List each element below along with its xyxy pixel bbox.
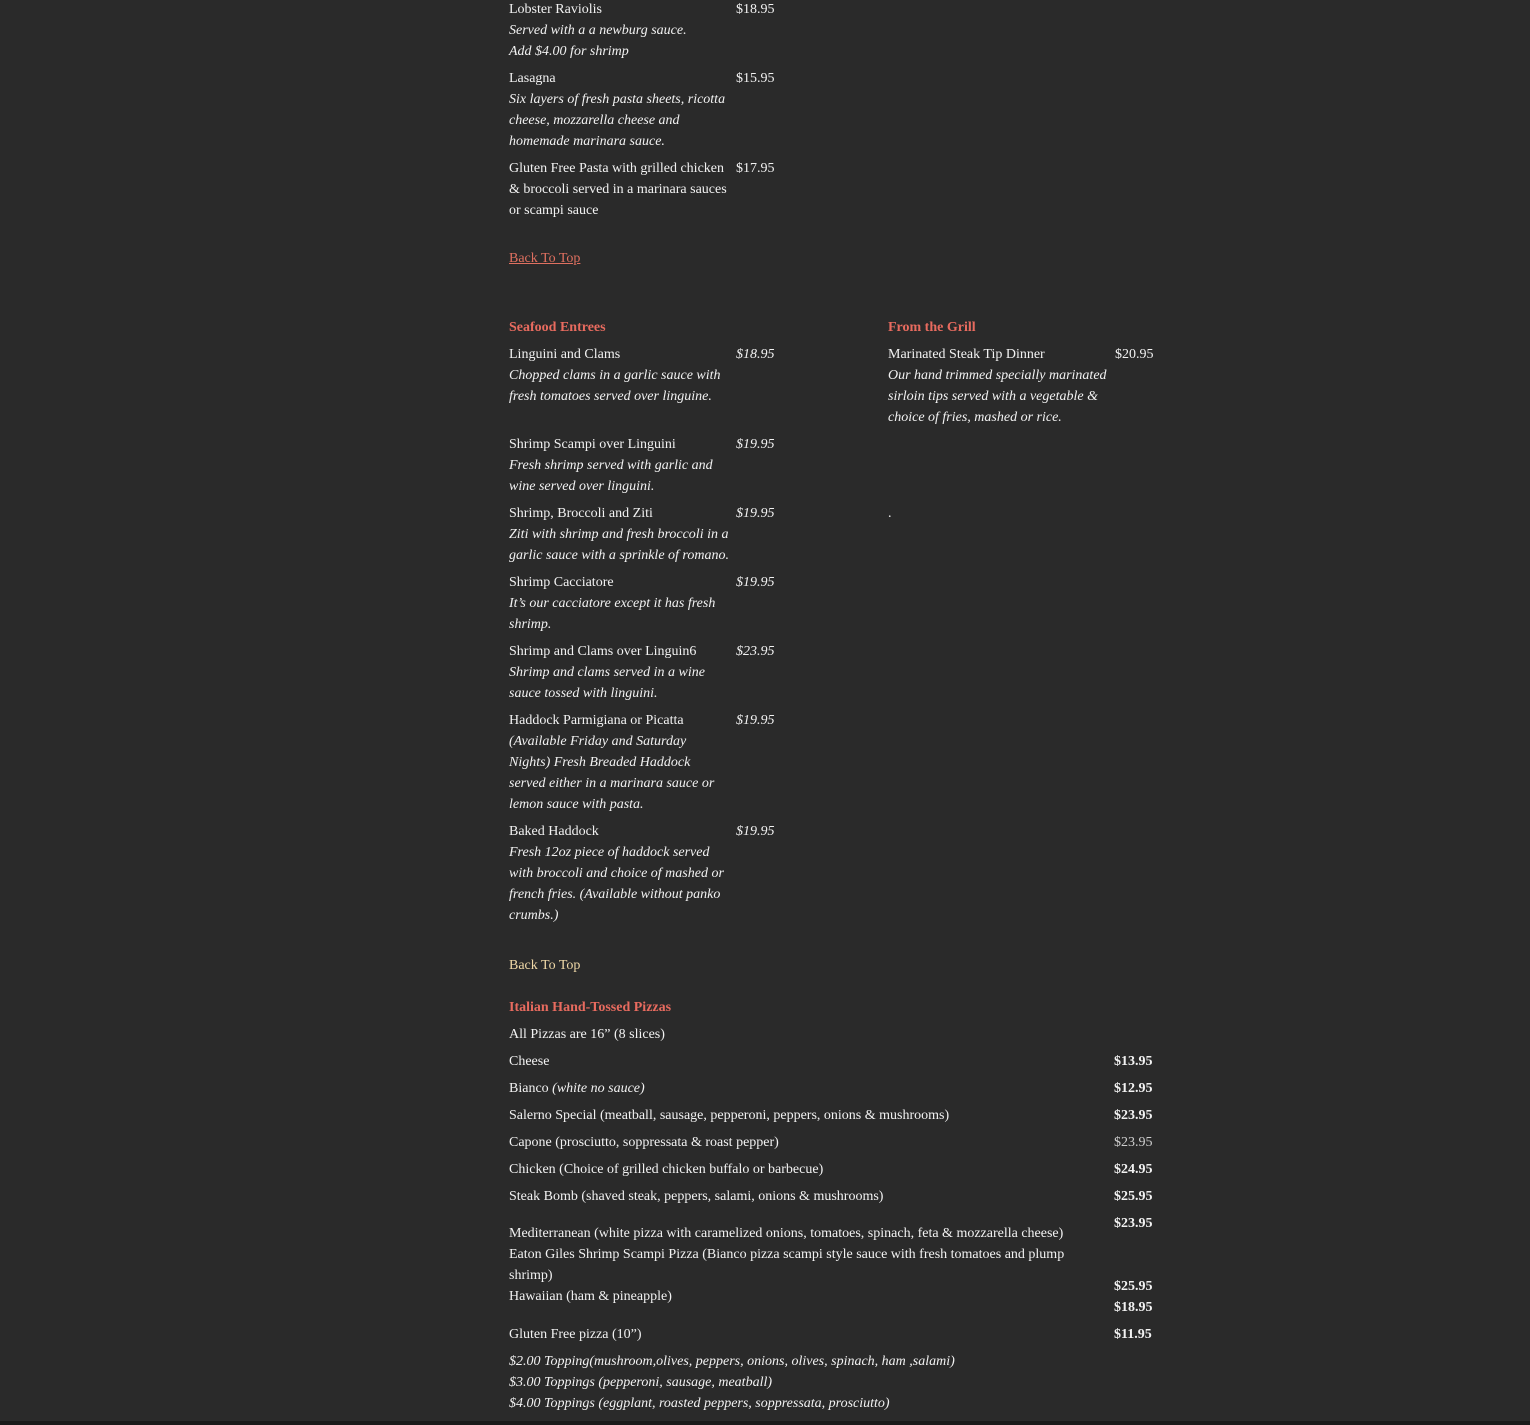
item-name: Lasagna — [509, 71, 556, 86]
item-description: Ziti with shrimp and fresh broccoli in a garlic sauce with a sprinkle of romano. — [509, 527, 729, 563]
menu-item-linguini-clams — [509, 344, 731, 407]
item-extra: Add $4.00 for shrimp — [509, 44, 629, 59]
menu-item-baked-haddock — [509, 821, 727, 926]
pizza-price: $13.95 — [1114, 1054, 1153, 1069]
item-name: Gluten Free Pasta with grilled chicken & broccoli served in a marinara sauces or scampi sauce — [509, 161, 727, 218]
pizza-cheese: Cheese — [509, 1054, 550, 1069]
pizza-size-note: All Pizzas are 16” (8 slices) — [509, 1027, 665, 1042]
section-heading-pizza: Italian Hand-Tossed Pizzas — [509, 1000, 672, 1015]
menu-item-shrimp-cacciatore — [509, 572, 731, 635]
page-bottom-divider — [0, 1421, 1530, 1425]
item-description: Our hand trimmed specially marinated sirloin tips served with a vegetable & choice of fries, mashed or rice. — [888, 368, 1107, 425]
pizza-name: Bianco — [509, 1081, 553, 1096]
section-heading-seafood: Seafood Entrees — [509, 320, 606, 335]
pizza-mediterranean: Mediterranean (white pizza with caramelized onions, tomatoes, spinach, feta & mozzarella cheese) — [509, 1226, 1064, 1241]
pizza-chicken: Chicken (Choice of grilled chicken buffalo or barbecue) — [509, 1162, 824, 1177]
item-description: Fresh 12oz piece of haddock served with broccoli and choice of mashed or french fries. (Available without panko crumbs.) — [509, 845, 724, 923]
item-name: Linguini and Clams — [509, 347, 621, 362]
back-to-top-link[interactable]: Back To Top — [509, 251, 581, 266]
item-description: Six layers of fresh pasta sheets, ricotta cheese, mozzarella cheese and homemade marinara sauce. — [509, 92, 726, 149]
item-price: $19.95 — [736, 824, 775, 839]
grill-dot: . — [888, 506, 892, 521]
item-name: Lobster Raviolis — [509, 2, 602, 17]
pizza-note: (white no sauce) — [552, 1081, 645, 1096]
topping-price-line: $2.00 Topping(mushroom,olives, peppers, onions, olives, spinach, ham ,salami) — [509, 1354, 955, 1369]
pizza-steak-bomb: Steak Bomb (shaved steak, peppers, salami, onions & mushrooms) — [509, 1189, 884, 1204]
pizza-hawaiian: Hawaiian (ham & pineapple) — [509, 1289, 672, 1304]
item-description: Shrimp and clams served in a wine sauce tossed with linguini. — [509, 665, 705, 701]
pizza-price: $23.95 — [1114, 1216, 1153, 1231]
menu-item-shrimp-broccoli-ziti — [509, 503, 731, 566]
item-description: Chopped clams in a garlic sauce with fresh tomatoes served over linguine. — [509, 368, 721, 404]
pizza-price: $23.95 — [1114, 1135, 1153, 1150]
item-description: Served with a a newburg sauce. — [509, 23, 687, 38]
item-description: It’s our cacciatore except it has fresh shrimp. — [509, 596, 716, 632]
menu-item-steak-tip — [888, 344, 1110, 428]
menu-item-shrimp-clams — [509, 641, 731, 704]
menu-item-lasagna — [509, 68, 731, 152]
item-name: Baked Haddock — [509, 824, 599, 839]
item-price: $19.95 — [736, 713, 775, 728]
pizza-price: $11.95 — [1114, 1327, 1152, 1342]
item-price: $18.95 — [736, 347, 775, 362]
item-price: $15.95 — [736, 71, 775, 86]
pizza-price: $25.95 — [1114, 1189, 1153, 1204]
menu-item-lobster-raviolis — [509, 0, 731, 62]
item-price: $19.95 — [736, 437, 775, 452]
pizza-price: $24.95 — [1114, 1162, 1153, 1177]
pizza-eaton-giles: Eaton Giles Shrimp Scampi Pizza (Bianco pizza scampi style sauce with fresh tomatoes and plump shrimp) — [509, 1247, 1065, 1283]
pizza-price: $18.95 — [1114, 1300, 1153, 1315]
menu-item-haddock-parmigiana — [509, 710, 724, 815]
item-price: $17.95 — [736, 161, 775, 176]
menu-item-shrimp-scampi — [509, 434, 731, 497]
pizza-price: $23.95 — [1114, 1108, 1153, 1123]
item-description: (Available Friday and Saturday Nights) Fresh Breaded Haddock served either in a marinara sauce or lemon sauce with pasta. — [509, 734, 715, 812]
menu-item-gluten-free-pasta — [509, 158, 731, 221]
back-to-top-link[interactable]: Back To Top — [509, 958, 581, 973]
item-price: $19.95 — [736, 506, 775, 521]
item-price: $20.95 — [1115, 347, 1154, 362]
item-name: Marinated Steak Tip Dinner — [888, 347, 1045, 362]
item-name: Shrimp, Broccoli and Ziti — [509, 506, 653, 521]
pizza-gluten-free: Gluten Free pizza (10”) — [509, 1327, 642, 1342]
item-name: Haddock Parmigiana or Picatta — [509, 713, 684, 728]
topping-price-line: $4.00 Toppings (eggplant, roasted peppers, soppressata, prosciutto) — [509, 1396, 890, 1411]
item-price: $23.95 — [736, 644, 775, 659]
pizza-bianco — [509, 1078, 1109, 1099]
topping-price-line: $3.00 Toppings (pepperoni, sausage, meatball) — [509, 1375, 773, 1390]
item-price: $19.95 — [736, 575, 775, 590]
item-name: Shrimp and Clams over Linguin6 — [509, 644, 697, 659]
pizza-salerno: Salerno Special (meatball, sausage, pepperoni, peppers, onions & mushrooms) — [509, 1108, 950, 1123]
item-name: Shrimp Scampi over Linguini — [509, 437, 676, 452]
item-price: $18.95 — [736, 2, 775, 17]
pizza-price: $25.95 — [1114, 1279, 1153, 1294]
pizza-capone: Capone (prosciutto, soppressata & roast pepper) — [509, 1135, 779, 1150]
item-name: Shrimp Cacciatore — [509, 575, 614, 590]
section-heading-grill: From the Grill — [888, 320, 976, 335]
item-description: Fresh shrimp served with garlic and wine served over linguini. — [509, 458, 713, 494]
pizza-price: $12.95 — [1114, 1081, 1153, 1096]
